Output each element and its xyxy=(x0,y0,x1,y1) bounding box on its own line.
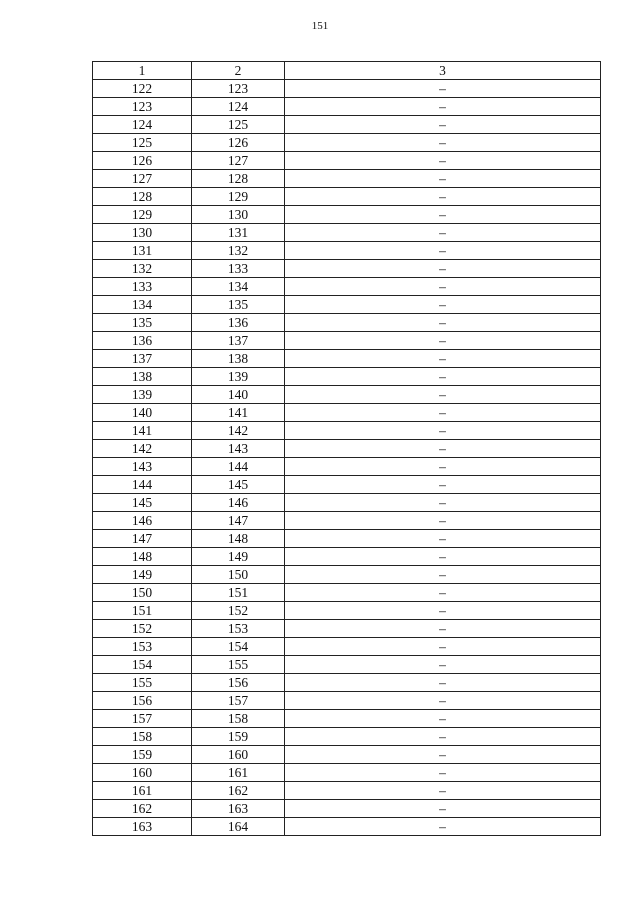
table-row xyxy=(93,494,601,512)
table-cell-col-3: – xyxy=(285,152,601,170)
table-row xyxy=(93,314,601,332)
table-cell-col-3: – xyxy=(285,170,601,188)
table-cell-col-1: 136 xyxy=(93,332,192,350)
table-row xyxy=(93,404,601,422)
table-cell-col-3: – xyxy=(285,620,601,638)
table-cell-col-1: 140 xyxy=(93,404,192,422)
table-cell-col-1: 133 xyxy=(93,278,192,296)
table-cell-col-1: 162 xyxy=(93,800,192,818)
table-cell-col-1: 153 xyxy=(93,638,192,656)
table-cell-col-2: 157 xyxy=(192,692,285,710)
column-header-1: 1 xyxy=(93,62,192,80)
table-row xyxy=(93,422,601,440)
table-row xyxy=(93,656,601,674)
table-cell-col-2: 149 xyxy=(192,548,285,566)
table-cell-col-2: 133 xyxy=(192,260,285,278)
table-cell-col-1: 150 xyxy=(93,584,192,602)
table-row xyxy=(93,350,601,368)
table-cell-col-2: 161 xyxy=(192,764,285,782)
table-cell-col-2: 151 xyxy=(192,584,285,602)
table-cell-col-2: 128 xyxy=(192,170,285,188)
table-row xyxy=(93,566,601,584)
table-cell-col-2: 124 xyxy=(192,98,285,116)
column-header-3: 3 xyxy=(285,62,601,80)
table-cell-col-1: 142 xyxy=(93,440,192,458)
table-cell-col-3: – xyxy=(285,476,601,494)
table-cell-col-2: 123 xyxy=(192,80,285,98)
table-row xyxy=(93,386,601,404)
table-cell-col-2: 140 xyxy=(192,386,285,404)
table-cell-col-2: 136 xyxy=(192,314,285,332)
table-cell-col-3: – xyxy=(285,818,601,836)
table-cell-col-2: 134 xyxy=(192,278,285,296)
table-cell-col-3: – xyxy=(285,188,601,206)
table-cell-col-1: 147 xyxy=(93,530,192,548)
table-row xyxy=(93,170,601,188)
table-cell-col-3: – xyxy=(285,494,601,512)
table-cell-col-1: 126 xyxy=(93,152,192,170)
table-cell-col-2: 153 xyxy=(192,620,285,638)
table-cell-col-1: 157 xyxy=(93,710,192,728)
table-cell-col-2: 143 xyxy=(192,440,285,458)
table-cell-col-3: – xyxy=(285,134,601,152)
table-row xyxy=(93,638,601,656)
table-row xyxy=(93,80,601,98)
table-row xyxy=(93,782,601,800)
page-number: 151 xyxy=(311,20,329,32)
table-cell-col-2: 162 xyxy=(192,782,285,800)
table-cell-col-3: – xyxy=(285,278,601,296)
table-cell-col-1: 160 xyxy=(93,764,192,782)
table-cell-col-3: – xyxy=(285,314,601,332)
table-row xyxy=(93,710,601,728)
table-cell-col-1: 123 xyxy=(93,98,192,116)
table-cell-col-2: 150 xyxy=(192,566,285,584)
table-row xyxy=(93,764,601,782)
table-cell-col-3: – xyxy=(285,764,601,782)
table-row xyxy=(93,530,601,548)
table-cell-col-1: 163 xyxy=(93,818,192,836)
table-row xyxy=(93,296,601,314)
table-row xyxy=(93,548,601,566)
table-cell-col-3: – xyxy=(285,512,601,530)
table-cell-col-3: – xyxy=(285,710,601,728)
table-cell-col-2: 144 xyxy=(192,458,285,476)
table-cell-col-2: 138 xyxy=(192,350,285,368)
table-cell-col-2: 135 xyxy=(192,296,285,314)
table-cell-col-1: 135 xyxy=(93,314,192,332)
table-cell-col-1: 158 xyxy=(93,728,192,746)
table-cell-col-3: – xyxy=(285,656,601,674)
table-cell-col-2: 155 xyxy=(192,656,285,674)
table-cell-col-2: 146 xyxy=(192,494,285,512)
table-cell-col-2: 164 xyxy=(192,818,285,836)
table-cell-col-3: – xyxy=(285,440,601,458)
table-cell-col-3: – xyxy=(285,404,601,422)
table-cell-col-1: 145 xyxy=(93,494,192,512)
table-cell-col-1: 124 xyxy=(93,116,192,134)
table-cell-col-2: 163 xyxy=(192,800,285,818)
table-cell-col-2: 158 xyxy=(192,710,285,728)
table-cell-col-2: 156 xyxy=(192,674,285,692)
table-cell-col-3: – xyxy=(285,566,601,584)
table-row xyxy=(93,260,601,278)
table-cell-col-3: – xyxy=(285,692,601,710)
table-row xyxy=(93,674,601,692)
table-cell-col-2: 159 xyxy=(192,728,285,746)
column-header-2: 2 xyxy=(192,62,285,80)
table-cell-col-3: – xyxy=(285,728,601,746)
table-row xyxy=(93,242,601,260)
table-cell-col-2: 148 xyxy=(192,530,285,548)
table-row xyxy=(93,206,601,224)
table-cell-col-3: – xyxy=(285,80,601,98)
table-cell-col-1: 137 xyxy=(93,350,192,368)
table-cell-col-2: 141 xyxy=(192,404,285,422)
table-cell-col-3: – xyxy=(285,548,601,566)
table-cell-col-3: – xyxy=(285,602,601,620)
table-row xyxy=(93,602,601,620)
table-cell-col-3: – xyxy=(285,206,601,224)
table-cell-col-2: 125 xyxy=(192,116,285,134)
table-cell-col-1: 161 xyxy=(93,782,192,800)
table-cell-col-3: – xyxy=(285,782,601,800)
table-cell-col-1: 159 xyxy=(93,746,192,764)
table-cell-col-3: – xyxy=(285,368,601,386)
table-cell-col-2: 139 xyxy=(192,368,285,386)
table-row xyxy=(93,512,601,530)
table-cell-col-1: 154 xyxy=(93,656,192,674)
table-row xyxy=(93,134,601,152)
table-cell-col-1: 143 xyxy=(93,458,192,476)
table-row xyxy=(93,98,601,116)
table-cell-col-1: 130 xyxy=(93,224,192,242)
table-cell-col-3: – xyxy=(285,260,601,278)
table-cell-col-3: – xyxy=(285,332,601,350)
table-row xyxy=(93,728,601,746)
table-cell-col-3: – xyxy=(285,98,601,116)
table-cell-col-3: – xyxy=(285,746,601,764)
table-cell-col-2: 137 xyxy=(192,332,285,350)
table-row xyxy=(93,116,601,134)
table-cell-col-1: 152 xyxy=(93,620,192,638)
table-row xyxy=(93,746,601,764)
table-row xyxy=(93,620,601,638)
table-cell-col-1: 129 xyxy=(93,206,192,224)
table-cell-col-3: – xyxy=(285,224,601,242)
table-cell-col-1: 144 xyxy=(93,476,192,494)
table-row xyxy=(93,440,601,458)
table-header-row xyxy=(93,62,601,80)
table-cell-col-1: 148 xyxy=(93,548,192,566)
table-row xyxy=(93,368,601,386)
table-row xyxy=(93,584,601,602)
table-cell-col-3: – xyxy=(285,458,601,476)
table-row xyxy=(93,152,601,170)
table-cell-col-2: 160 xyxy=(192,746,285,764)
table-cell-col-3: – xyxy=(285,116,601,134)
table-cell-col-3: – xyxy=(285,386,601,404)
table-cell-col-1: 151 xyxy=(93,602,192,620)
table-cell-col-1: 146 xyxy=(93,512,192,530)
table-cell-col-2: 131 xyxy=(192,224,285,242)
table-cell-col-2: 147 xyxy=(192,512,285,530)
table-cell-col-1: 125 xyxy=(93,134,192,152)
table-body xyxy=(93,80,601,836)
table-row xyxy=(93,458,601,476)
table-cell-col-1: 138 xyxy=(93,368,192,386)
table-cell-col-2: 142 xyxy=(192,422,285,440)
table-cell-col-3: – xyxy=(285,296,601,314)
table-row xyxy=(93,188,601,206)
table-row xyxy=(93,692,601,710)
table-cell-col-3: – xyxy=(285,674,601,692)
table-row xyxy=(93,800,601,818)
table-cell-col-2: 126 xyxy=(192,134,285,152)
table-cell-col-1: 139 xyxy=(93,386,192,404)
table-cell-col-3: – xyxy=(285,638,601,656)
table-cell-col-1: 128 xyxy=(93,188,192,206)
table-cell-col-3: – xyxy=(285,530,601,548)
table-cell-col-1: 156 xyxy=(93,692,192,710)
table-cell-col-1: 131 xyxy=(93,242,192,260)
table-cell-col-1: 134 xyxy=(93,296,192,314)
table-row xyxy=(93,278,601,296)
table-cell-col-1: 122 xyxy=(93,80,192,98)
table-cell-col-3: – xyxy=(285,800,601,818)
table-cell-col-2: 145 xyxy=(192,476,285,494)
table-cell-col-3: – xyxy=(285,242,601,260)
table-cell-col-3: – xyxy=(285,584,601,602)
table-cell-col-2: 129 xyxy=(192,188,285,206)
table-cell-col-2: 154 xyxy=(192,638,285,656)
table-cell-col-2: 152 xyxy=(192,602,285,620)
table-cell-col-3: – xyxy=(285,422,601,440)
table-cell-col-1: 155 xyxy=(93,674,192,692)
table-row xyxy=(93,818,601,836)
table-cell-col-2: 130 xyxy=(192,206,285,224)
table-cell-col-1: 149 xyxy=(93,566,192,584)
table-row xyxy=(93,224,601,242)
table-row xyxy=(93,476,601,494)
table-row xyxy=(93,332,601,350)
table-cell-col-3: – xyxy=(285,350,601,368)
table-cell-col-1: 132 xyxy=(93,260,192,278)
table-cell-col-1: 141 xyxy=(93,422,192,440)
table-cell-col-2: 132 xyxy=(192,242,285,260)
table-cell-col-2: 127 xyxy=(192,152,285,170)
table-cell-col-1: 127 xyxy=(93,170,192,188)
data-table xyxy=(92,61,601,836)
